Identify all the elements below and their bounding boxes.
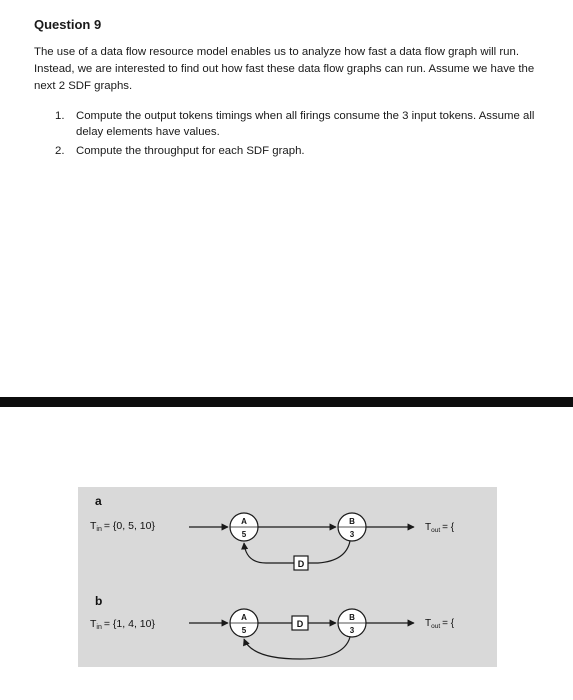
actor-b-time: 3 bbox=[349, 530, 355, 539]
actor-b-name: B bbox=[349, 613, 355, 622]
actor-a-time: 5 bbox=[241, 530, 247, 539]
sdf-graph-a bbox=[90, 494, 455, 570]
page-divider bbox=[0, 397, 573, 407]
sdf-graphs-svg bbox=[78, 487, 497, 667]
actor-a-time: 5 bbox=[241, 626, 247, 635]
task-number: 1. bbox=[55, 110, 65, 122]
output-token-times: $T_{out}$ = { bbox=[425, 522, 455, 534]
actor-a-name: A bbox=[241, 517, 247, 526]
actor-a-name: A bbox=[241, 613, 247, 622]
graph-label: b bbox=[95, 594, 103, 608]
task-text: Compute the throughput for each SDF graph. bbox=[76, 145, 305, 157]
sdf-graph-b bbox=[90, 594, 455, 659]
task-item bbox=[55, 143, 535, 159]
question-intro: The use of a data flow resource model enables us to analyze how fast a data flow graph will run. Instead, we are interested to find out how fast these data flow graphs can run. Assume we have the next 2 SDF graphs. bbox=[34, 46, 535, 92]
task-item bbox=[55, 108, 535, 140]
output-token-times: $T_{out}$ = { bbox=[425, 618, 455, 630]
delay-label: D bbox=[296, 619, 304, 629]
input-token-times: Tin = {0, 5, 10} bbox=[90, 520, 155, 533]
actor-b-name: B bbox=[349, 517, 355, 526]
graph-label: a bbox=[95, 494, 102, 508]
feedback-edge bbox=[244, 543, 294, 563]
task-list bbox=[55, 108, 535, 162]
input-token-times: Tin = {1, 4, 10} bbox=[90, 618, 155, 631]
task-number: 2. bbox=[55, 145, 65, 157]
delay-label: D bbox=[297, 559, 305, 569]
question-title: Question 9 bbox=[34, 17, 102, 32]
feedback-edge bbox=[306, 541, 350, 563]
task-text: Compute the output tokens timings when all firings consume the 3 input tokens. Assume all delay elements have values. bbox=[76, 110, 535, 138]
feedback-edge bbox=[244, 637, 350, 659]
sdf-graphs-figure bbox=[78, 487, 497, 667]
actor-b-time: 3 bbox=[349, 626, 355, 635]
